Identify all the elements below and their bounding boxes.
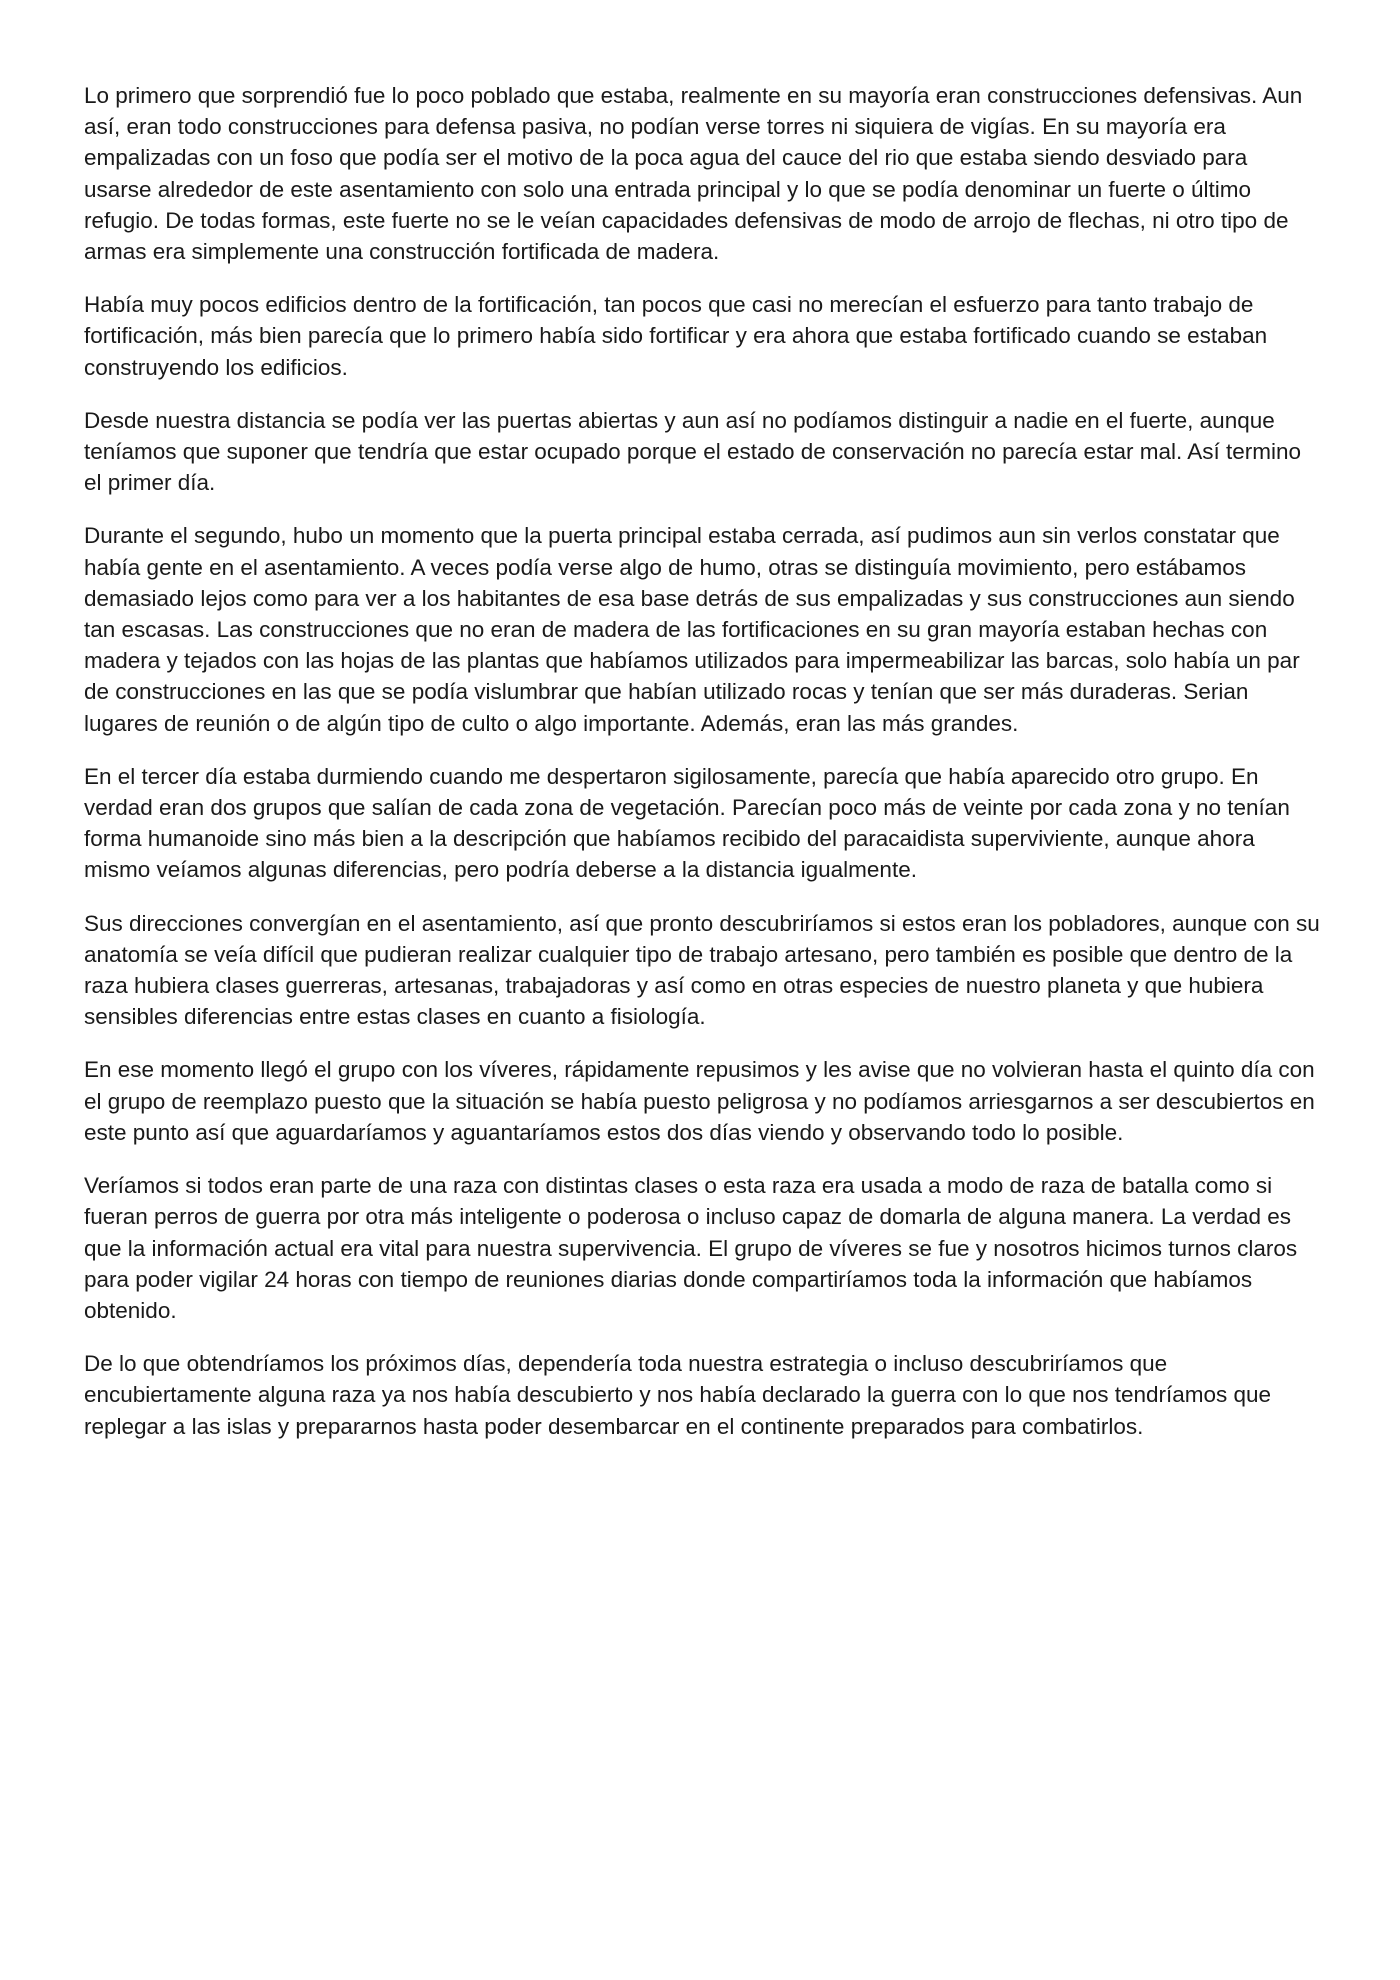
paragraph: De lo que obtendríamos los próximos días, dependería toda nuestra estrategia o incluso descubriríamos que encubiertamente alguna raza ya nos había descubierto y nos había declarado la guerra con lo que nos tendríamos que replegar a las islas y prepararnos hasta poder desembarcar en el continente preparados para combatirlos.: [84, 1351, 1272, 1439]
paragraph: Había muy pocos edificios dentro de la fortificación, tan pocos que casi no merecían el esfuerzo para tanto trabajo de fortificación, más bien parecía que lo primero había sido fortificar y era ahora que estaba fortificado cuando se estaban construyendo los edificios.: [84, 292, 1268, 380]
paragraph: En el tercer día estaba durmiendo cuando me despertaron sigilosamente, parecía que había aparecido otro grupo. En verdad eran dos grupos que salían de cada zona de vegetación. Parecían poco más de veinte por cada zona y no tenían forma humanoide sino más bien a la descripción que habíamos recibido del paracaidista superviviente, aunque ahora mismo veíamos algunas diferencias, pero podría deberse a la distancia igualmente.: [84, 763, 1290, 883]
paragraph: Veríamos si todos eran parte de una raza con distintas clases o esta raza era usada a modo de raza de batalla como si fueran perros de guerra por otra más inteligente o poderosa o incluso capaz de domarla de alguna manera. La verdad es que la información actual era vital para nuestra supervivencia. El grupo de víveres se fue y nosotros hicimos turnos claros para poder vigilar 24 horas con tiempo de reuniones diarias donde compartiríamos toda la información que habíamos obtenido.: [84, 1173, 1298, 1323]
paragraph: Lo primero que sorprendió fue lo poco poblado que estaba, realmente en su mayoría eran construcciones defensivas. Aun así, eran todo construcciones para defensa pasiva, no podían verse torres ni siquiera de vigías. En su mayoría era empalizadas con un foso que podía ser el motivo de la poca agua del cauce del rio que estaba siendo desviado para usarse alrededor de este asentamiento con solo una entrada principal y lo que se podía denominar un fuerte o último refugio. De todas formas, este fuerte no se le veían capacidades defensivas de modo de arrojo de flechas, ni otro tipo de armas era simplemente una construcción fortificada de madera.: [84, 83, 1303, 265]
paragraph: Desde nuestra distancia se podía ver las puertas abiertas y aun así no podíamos distinguir a nadie en el fuerte, aunque teníamos que suponer que tendría que estar ocupado porque el estado de conservación no parecía estar mal. Así termino el primer día.: [84, 407, 1302, 496]
paragraph: En ese momento llegó el grupo con los víveres, rápidamente repusimos y les avise que no volvieran hasta el quinto día con el grupo de reemplazo puesto que la situación se había puesto peligrosa y no podíamos arriesgarnos a ser descubiertos en este punto así que aguardaríamos y aguantaríamos estos dos días viendo y observando todo lo posible.: [84, 1057, 1315, 1145]
paragraph: Durante el segundo, hubo un momento que la puerta principal estaba cerrada, así pudimos aun sin verlos constatar que había gente en el asentamiento. A veces podía verse algo de humo, otras se distinguía movimiento, pero estábamos demasiado lejos como para ver a los habitantes de esa base detrás de sus empalizadas y sus construcciones aun siendo tan escasas. Las construcciones que no eran de madera de las fortificaciones en su gran mayoría estaban hechas con madera y tejados con las hojas de las plantas que habíamos utilizados para impermeabilizar las barcas, solo había un par de construcciones en las que se podía vislumbrar que habían utilizado rocas y tenían que ser más duraderas. Serian lugares de reunión o de algún tipo de culto o algo importante. Además, eran las más grandes.: [84, 523, 1300, 736]
document-page: [84, 80, 1320, 1464]
paragraph: Sus direcciones convergían en el asentamiento, así que pronto descubriríamos si estos eran los pobladores, aunque con su anatomía se veía difícil que pudieran realizar cualquier tipo de trabajo artesano, pero también es posible que dentro de la raza hubiera clases guerreras, artesanas, trabajadoras y así como en otras especies de nuestro planeta y que hubiera sensibles diferencias entre estas clases en cuanto a fisiología.: [84, 910, 1320, 1030]
